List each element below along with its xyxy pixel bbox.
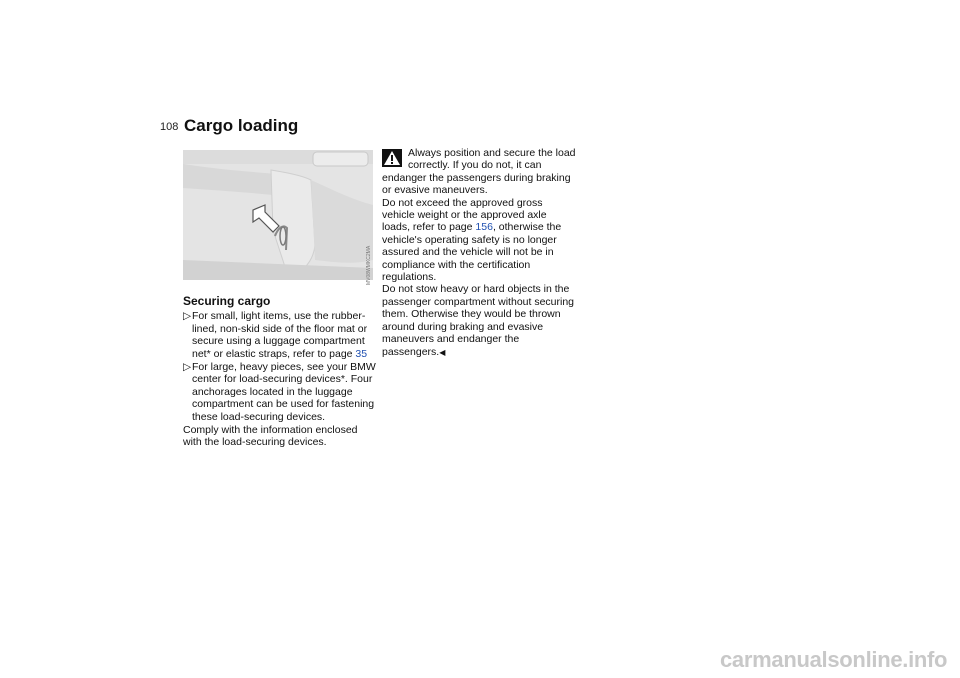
list-item (183, 310, 378, 360)
bullet-arrow-icon: ▷ (183, 310, 192, 323)
cargo-area-illustration (183, 150, 373, 280)
section-title: Securing cargo (183, 294, 271, 308)
warning-text: , otherwise the vehicle's operating safety is no longer assured and the vehicle will not be in compliance with the certification regulations. (382, 221, 562, 284)
page-title: Cargo loading (184, 116, 299, 135)
watermark: carmanualsonline.info (720, 647, 948, 672)
list-item-text: For large, heavy pieces, see your BMW center for load-securing devices*. Four anchorages located in the luggage compartment can be used for fastening these load-securing devices. (192, 361, 376, 423)
page-link[interactable]: 156 (475, 221, 493, 234)
warning-triangle-icon (382, 149, 402, 167)
list-item (183, 361, 378, 423)
right-column (382, 147, 577, 359)
end-mark-icon: ◀ (439, 347, 446, 357)
list-item-text: For small, light items, use the rubber-lined, non-skid side of the floor mat or secure using a luggage compartment net* or elastic straps, refer to page (192, 310, 368, 360)
warning-paragraph (382, 283, 577, 358)
page-link[interactable]: 35 (355, 347, 368, 360)
bullet-arrow-icon: ▷ (183, 361, 192, 374)
left-column (183, 295, 378, 449)
securing-list (183, 310, 378, 423)
warning-text: Do not exceed the approved gross vehicle weight or the approved axle loads, refer to page (382, 196, 547, 234)
warning-paragraph: Always position and secure the load correctly. If you do not, it can endanger the passengers during braking or evasive maneuvers. (382, 147, 576, 197)
page-number: 108 (160, 121, 179, 133)
warning-paragraph (382, 197, 577, 284)
warning-text: Do not stow heavy or hard objects in the passenger compartment without securing them. Otherwise they would be thrown around during braking and evasive maneuvers and endanger the passengers. (382, 283, 575, 358)
figure-code: MV08WMKC2MA (366, 245, 372, 285)
note-text: Comply with the information enclosed with the load-securing devices. (183, 424, 358, 449)
